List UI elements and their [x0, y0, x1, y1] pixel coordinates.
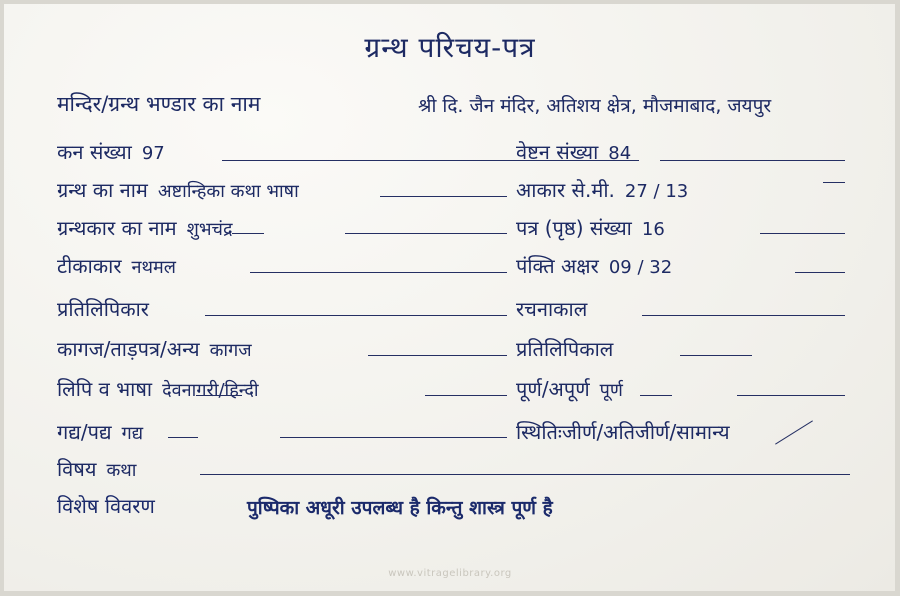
field-right-0-rule — [660, 160, 845, 161]
field-left-8-rule — [200, 474, 850, 475]
field-right-5-rule — [680, 355, 752, 356]
field-right-0-rule-a — [507, 160, 639, 161]
field-right-2 — [516, 214, 665, 248]
field-left-3 — [57, 252, 176, 286]
field-right-5-label: प्रतिलिपिकाल — [516, 337, 614, 361]
field-left-5-value: कागज — [209, 340, 252, 361]
field-left-2-label: ग्रन्थकार का नाम — [57, 216, 177, 240]
field-left-7 — [57, 418, 143, 452]
field-left-7-rule-a — [168, 437, 198, 438]
field-left-3-value: नथमल — [131, 257, 176, 278]
field-left-5-label: कागज/ताड़पत्र/अन्य — [57, 337, 200, 361]
special-note-value: पुष्पिका अधूरी उपलब्ध है किन्तु शास्त्र पूर्ण है — [247, 497, 553, 519]
field-left-0 — [57, 138, 165, 172]
field-left-1-value: अष्टान्हिका कथा भाषा — [157, 181, 299, 202]
field-right-3-label: पंक्ति अक्षर — [516, 254, 599, 278]
field-right-1 — [516, 176, 688, 210]
field-right-2-value: 16 — [641, 219, 665, 240]
field-right-4-label: रचनाकाल — [516, 297, 588, 321]
field-left-3-label: टीकाकार — [57, 254, 122, 278]
field-right-4 — [516, 295, 597, 329]
field-right-4-rule — [642, 315, 845, 316]
field-right-3-value: 09 / 32 — [608, 257, 673, 278]
temple-name-label: मन्दिर/ग्रन्थ भण्डार का नाम — [57, 92, 261, 116]
watermark: www.vitragelibrary.org — [388, 568, 512, 579]
field-right-5 — [516, 335, 623, 369]
field-right-1-label: आकार से.मी. — [516, 178, 615, 202]
field-right-7 — [516, 418, 740, 452]
field-right-6-rule-b — [737, 395, 845, 396]
field-right-6-label: पूर्ण/अपूर्ण — [516, 377, 590, 401]
field-left-4-rule — [205, 315, 507, 316]
field-left-6-rule-a — [196, 395, 242, 396]
card-edge-left — [0, 0, 4, 596]
field-right-2-rule — [760, 233, 845, 234]
field-left-1 — [57, 176, 299, 210]
field-right-1-value: 27 / 13 — [624, 181, 689, 202]
field-left-8-value: कथा — [106, 460, 137, 481]
temple-name-value: श्री दि. जैन मंदिर, अतिशय क्षेत्र, मौजमाबाद, जयपुर — [418, 95, 772, 117]
field-left-5 — [57, 335, 252, 369]
card-edge-right — [895, 0, 900, 596]
field-right-6 — [516, 375, 623, 409]
page-title: ग्रन्थ परिचय-पत्र — [364, 31, 536, 64]
card-edge-top — [0, 0, 900, 4]
card-edge-bottom — [0, 591, 900, 596]
field-right-3 — [516, 252, 672, 286]
field-right-7-strike — [775, 420, 813, 444]
field-left-6-label: लिपि व भाषा — [57, 377, 153, 401]
field-left-2-value: शुभचंद्र — [186, 219, 233, 240]
field-right-6-value: पूर्ण — [599, 380, 623, 401]
field-right-0 — [516, 138, 631, 172]
field-left-8 — [57, 455, 136, 489]
field-left-0-label: कन संख्या — [57, 140, 132, 164]
field-left-3-rule — [250, 272, 507, 273]
special-note-label: विशेष विवरण — [57, 494, 155, 518]
field-left-2-rule-b — [345, 233, 507, 234]
field-right-6-rule-a — [640, 395, 672, 396]
field-left-5-rule — [368, 355, 507, 356]
field-left-1-rule — [380, 196, 507, 197]
field-left-6-value: देवनागरी/हिन्दी — [162, 380, 259, 401]
field-left-6 — [57, 375, 259, 409]
field-right-0-label: वेष्टन संख्या — [516, 140, 599, 164]
field-right-1-rule — [823, 182, 845, 183]
field-left-8-label: विषय — [57, 457, 97, 481]
field-right-7-label: स्थितिःजीर्ण/अतिजीर्ण/सामान्य — [516, 420, 730, 444]
field-left-2 — [57, 214, 233, 248]
field-left-7-label: गद्य/पद्य — [57, 420, 112, 444]
field-left-0-rule — [222, 160, 507, 161]
field-left-0-value: 97 — [141, 143, 165, 164]
field-left-4 — [57, 295, 159, 329]
field-right-3-rule — [795, 272, 845, 273]
field-right-2-label: पत्र (पृष्ठ) संख्या — [516, 216, 632, 240]
field-left-7-value: गद्य — [121, 423, 144, 444]
field-left-1-label: ग्रन्थ का नाम — [57, 178, 148, 202]
field-left-6-rule-b — [425, 395, 507, 396]
field-left-4-label: प्रतिलिपिकार — [57, 297, 149, 321]
field-left-7-rule-b — [280, 437, 507, 438]
field-right-0-value: 84 — [608, 143, 632, 164]
field-left-2-rule-a — [232, 233, 264, 234]
